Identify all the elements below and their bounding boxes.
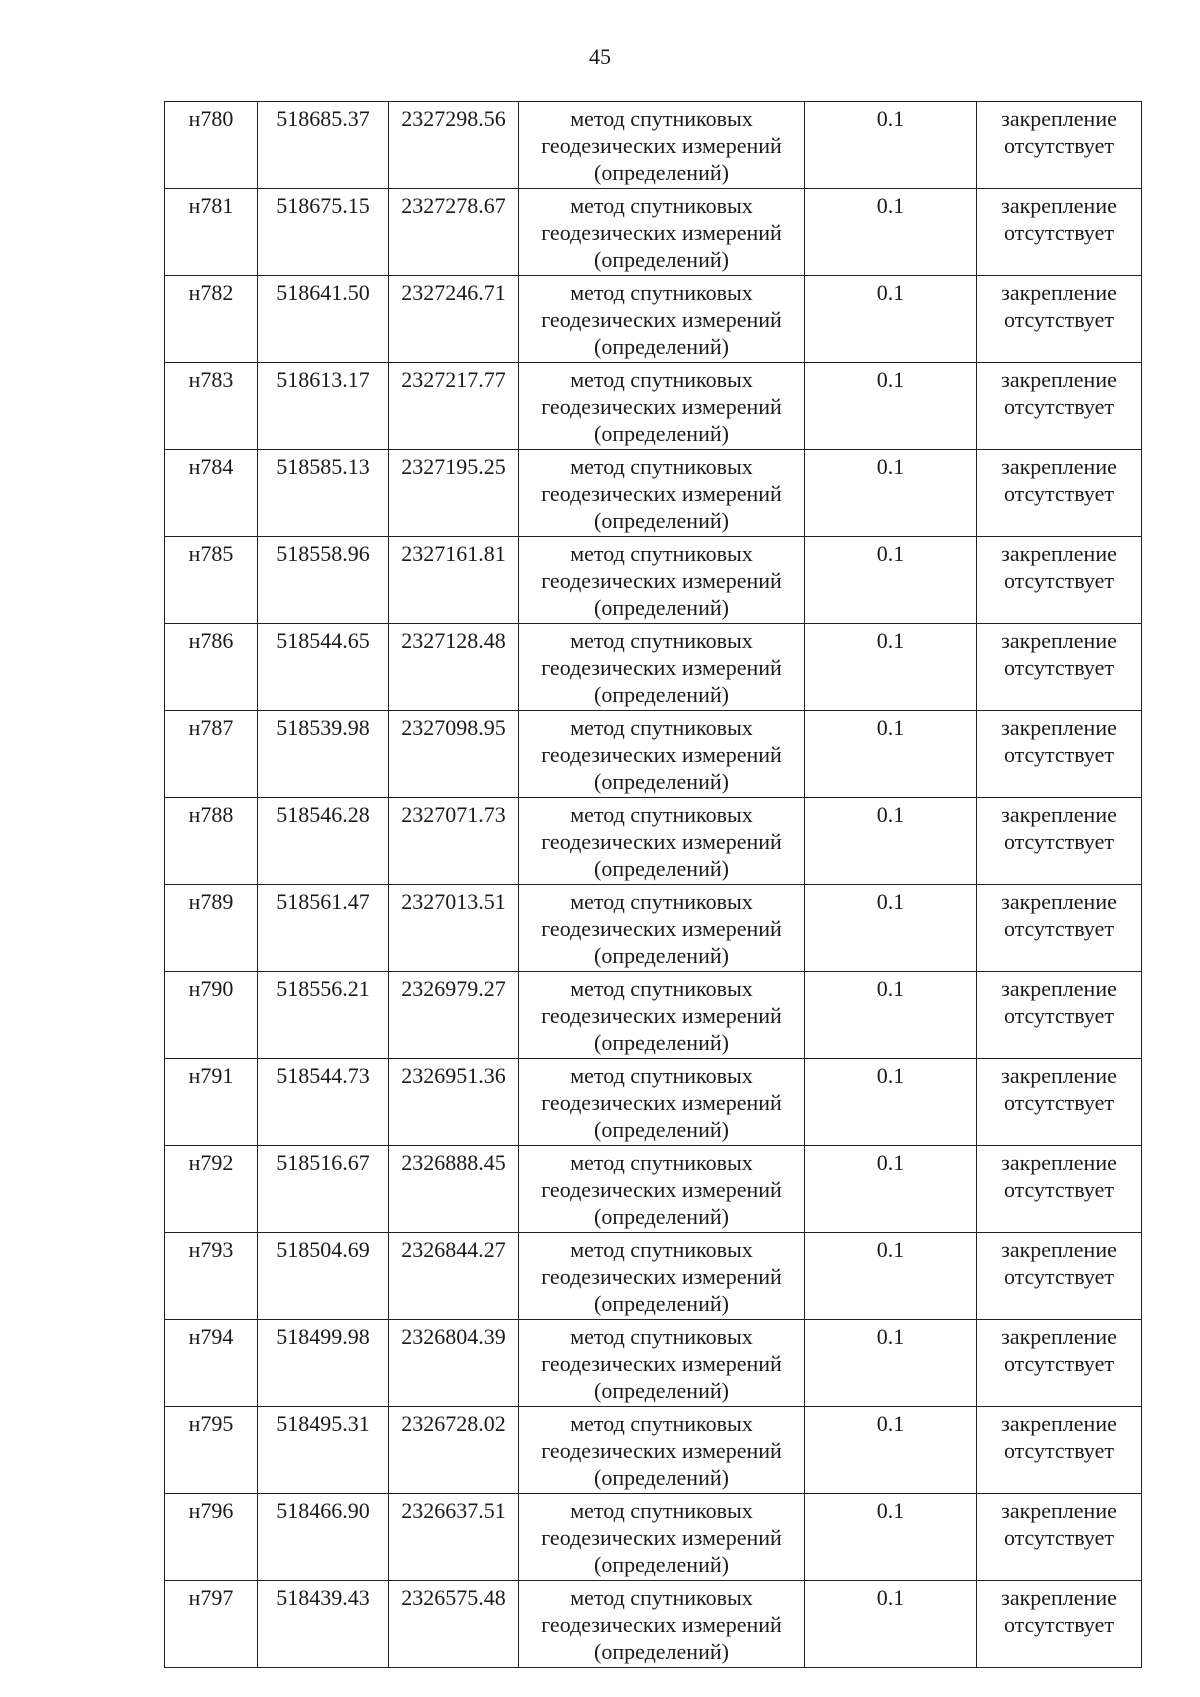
accuracy-cell: 0.1 [805,798,977,885]
point-name-cell: н789 [165,885,258,972]
y-coordinate-cell: 2327278.67 [389,189,519,276]
point-name-cell: н787 [165,711,258,798]
table-row [165,189,1142,276]
method-cell: метод спутниковых геодезических измерений (определений) [519,102,805,189]
boundary-points-table [164,101,1142,1668]
accuracy-cell: 0.1 [805,1494,977,1581]
point-name-cell: н780 [165,102,258,189]
table-row [165,1494,1142,1581]
table-row [165,102,1142,189]
point-name-cell: н796 [165,1494,258,1581]
accuracy-cell: 0.1 [805,102,977,189]
accuracy-cell: 0.1 [805,1059,977,1146]
x-coordinate-cell: 518504.69 [258,1233,389,1320]
x-coordinate-cell: 518439.43 [258,1581,389,1668]
x-coordinate-cell: 518466.90 [258,1494,389,1581]
fixing-description-cell: закрепление отсутствует [977,1494,1142,1581]
table-row [165,363,1142,450]
accuracy-cell: 0.1 [805,1146,977,1233]
table-row [165,276,1142,363]
method-cell: метод спутниковых геодезических измерений (определений) [519,1059,805,1146]
table-row [165,1059,1142,1146]
fixing-description-cell: закрепление отсутствует [977,711,1142,798]
fixing-description-cell: закрепление отсутствует [977,102,1142,189]
fixing-description-cell: закрепление отсутствует [977,189,1142,276]
point-name-cell: н793 [165,1233,258,1320]
x-coordinate-cell: 518675.15 [258,189,389,276]
x-coordinate-cell: 518641.50 [258,276,389,363]
accuracy-cell: 0.1 [805,537,977,624]
method-cell: метод спутниковых геодезических измерений (определений) [519,798,805,885]
x-coordinate-cell: 518585.13 [258,450,389,537]
point-name-cell: н788 [165,798,258,885]
point-name-cell: н781 [165,189,258,276]
point-name-cell: н786 [165,624,258,711]
method-cell: метод спутниковых геодезических измерений (определений) [519,624,805,711]
table-row [165,1146,1142,1233]
accuracy-cell: 0.1 [805,1407,977,1494]
method-cell: метод спутниковых геодезических измерений (определений) [519,1146,805,1233]
x-coordinate-cell: 518499.98 [258,1320,389,1407]
method-cell: метод спутниковых геодезических измерений (определений) [519,972,805,1059]
accuracy-cell: 0.1 [805,1233,977,1320]
y-coordinate-cell: 2326637.51 [389,1494,519,1581]
table-row [165,1320,1142,1407]
table-row [165,450,1142,537]
x-coordinate-cell: 518495.31 [258,1407,389,1494]
point-name-cell: н782 [165,276,258,363]
y-coordinate-cell: 2326728.02 [389,1407,519,1494]
fixing-description-cell: закрепление отсутствует [977,363,1142,450]
y-coordinate-cell: 2326888.45 [389,1146,519,1233]
fixing-description-cell: закрепление отсутствует [977,276,1142,363]
table-row [165,1407,1142,1494]
accuracy-cell: 0.1 [805,1320,977,1407]
table-row [165,711,1142,798]
y-coordinate-cell: 2327298.56 [389,102,519,189]
fixing-description-cell: закрепление отсутствует [977,537,1142,624]
x-coordinate-cell: 518556.21 [258,972,389,1059]
fixing-description-cell: закрепление отсутствует [977,1059,1142,1146]
accuracy-cell: 0.1 [805,1581,977,1668]
y-coordinate-cell: 2327013.51 [389,885,519,972]
method-cell: метод спутниковых геодезических измерений (определений) [519,537,805,624]
accuracy-cell: 0.1 [805,972,977,1059]
x-coordinate-cell: 518546.28 [258,798,389,885]
accuracy-cell: 0.1 [805,363,977,450]
y-coordinate-cell: 2327246.71 [389,276,519,363]
table-row [165,537,1142,624]
fixing-description-cell: закрепление отсутствует [977,450,1142,537]
fixing-description-cell: закрепление отсутствует [977,1320,1142,1407]
y-coordinate-cell: 2327195.25 [389,450,519,537]
table-row [165,972,1142,1059]
accuracy-cell: 0.1 [805,189,977,276]
fixing-description-cell: закрепление отсутствует [977,885,1142,972]
y-coordinate-cell: 2327098.95 [389,711,519,798]
fixing-description-cell: закрепление отсутствует [977,1233,1142,1320]
accuracy-cell: 0.1 [805,624,977,711]
x-coordinate-cell: 518544.73 [258,1059,389,1146]
method-cell: метод спутниковых геодезических измерений (определений) [519,450,805,537]
page-number: 45 [589,44,611,69]
table-row [165,798,1142,885]
y-coordinate-cell: 2326844.27 [389,1233,519,1320]
x-coordinate-cell: 518558.96 [258,537,389,624]
table-row [165,1581,1142,1668]
x-coordinate-cell: 518544.65 [258,624,389,711]
fixing-description-cell: закрепление отсутствует [977,798,1142,885]
y-coordinate-cell: 2327217.77 [389,363,519,450]
point-name-cell: н784 [165,450,258,537]
x-coordinate-cell: 518685.37 [258,102,389,189]
fixing-description-cell: закрепление отсутствует [977,1407,1142,1494]
table-row [165,624,1142,711]
table-row [165,1233,1142,1320]
fixing-description-cell: закрепление отсутствует [977,1146,1142,1233]
fixing-description-cell: закрепление отсутствует [977,624,1142,711]
x-coordinate-cell: 518561.47 [258,885,389,972]
accuracy-cell: 0.1 [805,276,977,363]
accuracy-cell: 0.1 [805,711,977,798]
method-cell: метод спутниковых геодезических измерений (определений) [519,189,805,276]
x-coordinate-cell: 518539.98 [258,711,389,798]
points-table-body [165,102,1142,1668]
y-coordinate-cell: 2327128.48 [389,624,519,711]
point-name-cell: н783 [165,363,258,450]
accuracy-cell: 0.1 [805,450,977,537]
method-cell: метод спутниковых геодезических измерений (определений) [519,1494,805,1581]
method-cell: метод спутниковых геодезических измерений (определений) [519,885,805,972]
y-coordinate-cell: 2327071.73 [389,798,519,885]
method-cell: метод спутниковых геодезических измерений (определений) [519,1581,805,1668]
x-coordinate-cell: 518516.67 [258,1146,389,1233]
point-name-cell: н791 [165,1059,258,1146]
point-name-cell: н797 [165,1581,258,1668]
method-cell: метод спутниковых геодезических измерений (определений) [519,276,805,363]
x-coordinate-cell: 518613.17 [258,363,389,450]
y-coordinate-cell: 2326575.48 [389,1581,519,1668]
method-cell: метод спутниковых геодезических измерений (определений) [519,363,805,450]
method-cell: метод спутниковых геодезических измерений (определений) [519,1320,805,1407]
y-coordinate-cell: 2326951.36 [389,1059,519,1146]
y-coordinate-cell: 2326979.27 [389,972,519,1059]
method-cell: метод спутниковых геодезических измерений (определений) [519,1233,805,1320]
fixing-description-cell: закрепление отсутствует [977,972,1142,1059]
fixing-description-cell: закрепление отсутствует [977,1581,1142,1668]
point-name-cell: н792 [165,1146,258,1233]
point-name-cell: н785 [165,537,258,624]
table-row [165,885,1142,972]
method-cell: метод спутниковых геодезических измерений (определений) [519,1407,805,1494]
y-coordinate-cell: 2326804.39 [389,1320,519,1407]
accuracy-cell: 0.1 [805,885,977,972]
point-name-cell: н795 [165,1407,258,1494]
point-name-cell: н790 [165,972,258,1059]
y-coordinate-cell: 2327161.81 [389,537,519,624]
method-cell: метод спутниковых геодезических измерений (определений) [519,711,805,798]
point-name-cell: н794 [165,1320,258,1407]
